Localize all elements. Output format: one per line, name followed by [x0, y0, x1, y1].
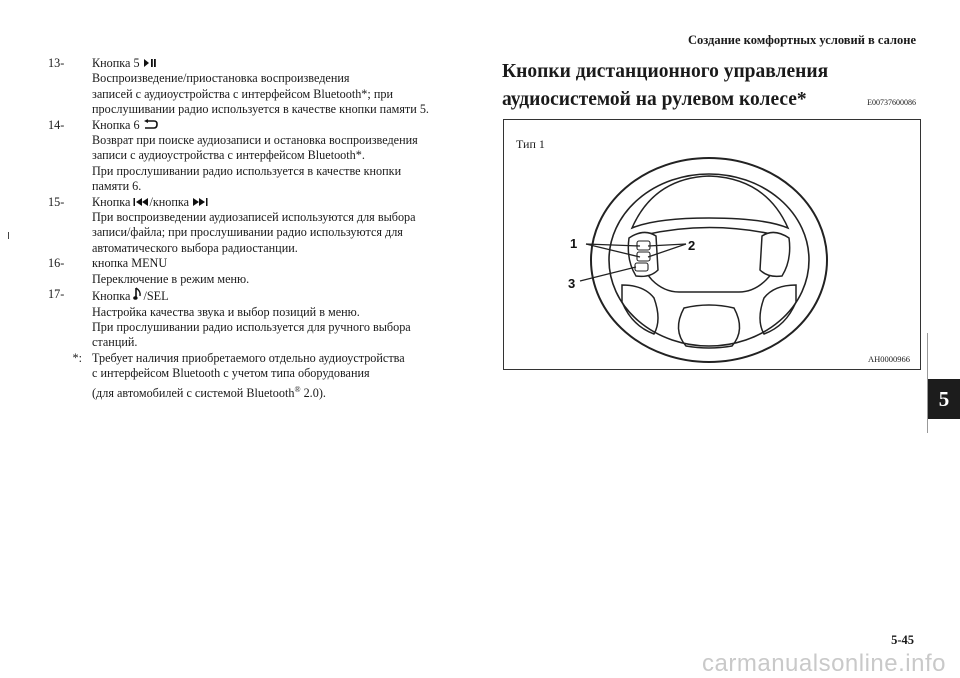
page-number: 5-45 — [891, 633, 914, 647]
item-text: Возврат при поиске аудиозаписи и остановка воспроизведения — [92, 133, 418, 148]
watermark: carmanualsonline.info — [702, 650, 946, 677]
item-number: 14- — [48, 117, 65, 132]
item-number: 13- — [48, 56, 65, 70]
play-pause-icon — [143, 58, 157, 68]
list-item — [48, 195, 478, 257]
item-text: записей с аудиоустройства с интерфейсом Bluetooth*; при — [92, 86, 393, 101]
note-icon — [133, 287, 143, 301]
footnote-text: Требует наличия приобретаемого отдельно аудиоустройства — [92, 350, 405, 365]
item-text: При прослушивании радио используется в качестве кнопки — [92, 163, 402, 178]
item-title: Кнопка 6 — [92, 117, 140, 132]
figure-type-label: Тип 1 — [516, 137, 545, 151]
section-title-line: аудиосистемой на рулевом колесе* — [502, 89, 807, 110]
footnote-text: 2.0). — [300, 385, 326, 400]
list-item — [48, 287, 478, 351]
margin-mark — [8, 232, 9, 239]
item-title: Кнопка — [92, 194, 131, 209]
item-text: станций. — [92, 335, 138, 350]
item-number: 17- — [48, 287, 65, 302]
section-title — [502, 58, 922, 114]
footnote-mark: *: — [72, 350, 82, 365]
item-title: кнопка MENU — [92, 256, 168, 271]
item-text: При прослушивании радио используется для ручного выбора — [92, 319, 411, 334]
skip-forward-icon — [192, 197, 208, 207]
callout-2: 2 — [688, 238, 696, 253]
item-title: Кнопка — [92, 289, 131, 304]
chapter-tab: 5 — [928, 379, 960, 419]
callout-1: 1 — [570, 236, 578, 251]
item-text: памяти 6. — [92, 179, 142, 194]
registered-mark: ® — [294, 384, 301, 394]
item-text: При воспроизведении аудиозаписей используются для выбора — [92, 210, 416, 225]
callout-3: 3 — [568, 276, 576, 291]
section-title-line: Кнопки дистанционного управления — [502, 61, 829, 82]
item-number: 16- — [48, 256, 65, 271]
return-icon — [143, 119, 159, 130]
footnote — [48, 351, 478, 401]
item-text: прослушивании радио используется в качестве кнопки памяти 5. — [92, 102, 429, 117]
item-text: записи с аудиоустройства с интерфейсом Bluetooth*. — [92, 148, 365, 163]
item-text: Воспроизведение/приостановка воспроизведения — [92, 71, 350, 86]
item-title-suffix: /кнопка — [149, 194, 190, 209]
skip-back-icon — [133, 197, 149, 207]
item-text: записи/файла; при прослушивании радио используются для — [92, 225, 403, 240]
item-title-suffix: /SEL — [143, 289, 169, 304]
item-text: Настройка качества звука и выбор позиций в меню. — [92, 304, 360, 319]
item-number: 15- — [48, 194, 65, 209]
list-item — [48, 56, 478, 118]
page-header: Создание комфортных условий в салоне — [687, 33, 916, 47]
list-item — [48, 118, 478, 195]
list-item — [48, 256, 478, 287]
section-code: E00737600086 — [867, 98, 916, 107]
steering-wheel-figure — [503, 119, 921, 370]
item-text: Переключение в режим меню. — [92, 271, 250, 286]
footnote-text: (для автомобилей с системой Bluetooth — [92, 385, 295, 400]
item-text: автоматического выбора радиостанции. — [92, 240, 298, 255]
figure-code: AH0000966 — [867, 354, 910, 364]
footnote-text: с интерфейсом Bluetooth с учетом типа оборудования — [92, 366, 370, 381]
steering-wheel-icon — [504, 120, 920, 369]
item-title: Кнопка 5 — [92, 56, 140, 70]
button-list — [48, 56, 478, 401]
